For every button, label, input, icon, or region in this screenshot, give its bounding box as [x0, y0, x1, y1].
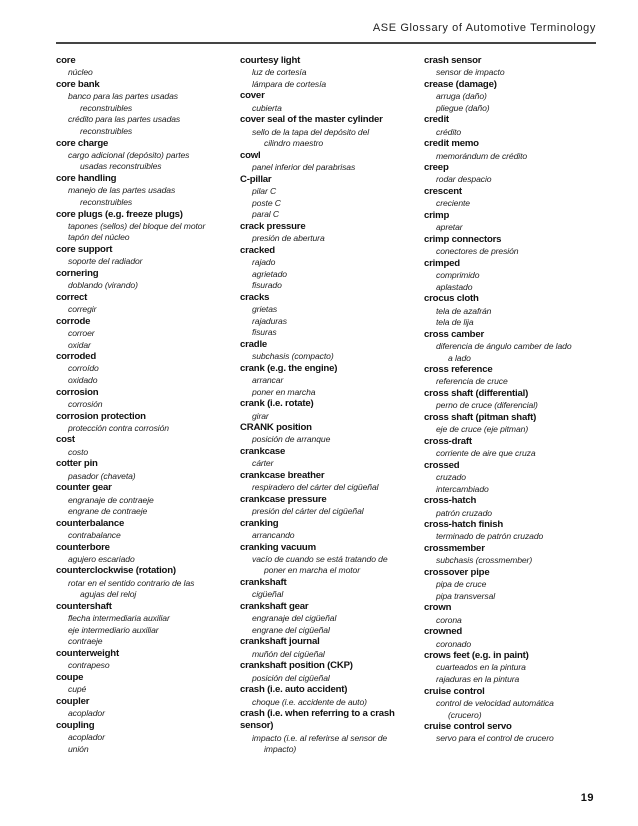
glossary-term: credit memo — [424, 138, 479, 150]
glossary-translation: pilar C — [252, 186, 277, 197]
glossary-entry — [424, 114, 592, 138]
glossary-entry — [240, 221, 408, 245]
glossary-translation: tela de azafrán — [436, 305, 492, 316]
glossary-term: crankshaft journal — [240, 636, 320, 648]
glossary-term: correct — [56, 291, 88, 303]
glossary-entry — [56, 648, 224, 672]
glossary-term: crash (i.e. auto accident) — [240, 684, 348, 696]
glossary-entry — [424, 55, 592, 79]
glossary-translation: eje de cruce (eje pitman) — [436, 424, 529, 435]
glossary-translation: subchasis (crossmember) — [436, 555, 533, 566]
glossary-term: cross-hatch — [424, 495, 477, 507]
glossary-entry — [56, 79, 224, 138]
glossary-translation: poner en marcha — [252, 386, 316, 397]
glossary-term: cranking vacuum — [240, 541, 316, 553]
glossary-entry — [424, 686, 592, 721]
glossary-translation: crédito — [436, 126, 462, 137]
glossary-entry — [424, 162, 592, 186]
glossary-translation: corona — [436, 614, 462, 625]
glossary-translation: eje intermediario auxiliar — [68, 624, 159, 635]
running-header-title: ASE Glossary of Automotive Terminology — [372, 22, 596, 34]
glossary-term: coupe — [56, 671, 84, 683]
glossary-term: cotter pin — [56, 458, 98, 470]
glossary-term: core support — [56, 244, 113, 256]
glossary-translation: crédito para las partes usadas reconstruibles — [68, 114, 181, 136]
glossary-translation: fisurado — [252, 280, 282, 291]
glossary-translation: presión del cárter del cigüeñal — [252, 506, 364, 517]
glossary-translation: patrón cruzado — [436, 507, 492, 518]
glossary-term: core — [56, 55, 76, 66]
glossary-entry — [424, 234, 592, 258]
glossary-translation: posición de arranque — [252, 434, 331, 445]
glossary-translation: vacío de cuando se está tratando de poner en marcha el motor — [252, 553, 388, 576]
glossary-translation: lámpara de cortesía — [252, 78, 327, 89]
glossary-entry — [240, 90, 408, 114]
glossary-entry — [240, 708, 408, 756]
glossary-entry — [424, 79, 592, 114]
glossary-entry — [56, 55, 224, 79]
glossary-translation: cubierta — [252, 102, 282, 113]
glossary-entry — [240, 245, 408, 292]
glossary-entry — [424, 364, 592, 388]
glossary-translation: agrietado — [252, 268, 287, 279]
glossary-term: countershaft — [56, 600, 112, 612]
glossary-entry — [240, 422, 408, 446]
glossary-translation: pliegue (daño) — [436, 102, 490, 113]
glossary-translation: flecha intermediaria auxiliar — [68, 613, 170, 624]
glossary-translation: costo — [68, 446, 89, 457]
glossary-entry — [240, 494, 408, 518]
glossary-term: crossover pipe — [424, 566, 490, 578]
glossary-entry — [56, 316, 224, 351]
glossary-entry — [240, 542, 408, 577]
glossary-column-2 — [240, 55, 408, 756]
glossary-entry — [424, 186, 592, 210]
glossary-translation: soporte del radiador — [68, 256, 143, 267]
glossary-entry — [56, 268, 224, 292]
glossary-entry — [56, 244, 224, 268]
glossary-entry — [240, 577, 408, 601]
glossary-translation: poste C — [252, 197, 281, 208]
glossary-translation: cuarteados en la pintura — [436, 662, 526, 673]
glossary-translation: memorándum de crédito — [436, 150, 528, 161]
glossary-term: crescent — [424, 186, 462, 198]
glossary-translation: perno de cruce (diferencial) — [436, 400, 538, 411]
glossary-translation: subchasis (compacto) — [252, 351, 334, 362]
glossary-entry — [240, 636, 408, 660]
glossary-term: cornering — [56, 267, 99, 279]
glossary-translation: impacto (i.e. al referirse al sensor de impacto) — [252, 732, 388, 755]
glossary-translation: intercambiado — [436, 483, 489, 494]
glossary-entry — [424, 293, 592, 328]
glossary-translation: arruga (daño) — [436, 91, 487, 102]
glossary-entry — [424, 495, 592, 519]
glossary-term: cross-draft — [424, 435, 472, 447]
glossary-translation: cigüeñal — [252, 589, 284, 600]
glossary-translation: corroído — [68, 363, 99, 374]
glossary-entry — [56, 696, 224, 720]
glossary-term: counter gear — [56, 482, 112, 494]
glossary-translation: cárter — [252, 458, 274, 469]
glossary-translation: engranaje del cigüeñal — [252, 613, 337, 624]
glossary-entry — [240, 660, 408, 684]
glossary-term: credit — [424, 114, 449, 126]
glossary-term: crocus cloth — [424, 293, 479, 305]
glossary-term: corroded — [56, 351, 96, 363]
glossary-term: crease (damage) — [424, 78, 497, 90]
glossary-entry — [56, 351, 224, 386]
header-rule — [56, 42, 596, 44]
glossary-column-3 — [424, 55, 592, 745]
glossary-term: crimped — [424, 257, 460, 269]
glossary-translation: oxidado — [68, 375, 98, 386]
glossary-translation: creciente — [436, 198, 470, 209]
glossary-translation: engrane del cigüeñal — [252, 624, 330, 635]
glossary-entry — [56, 565, 224, 600]
glossary-entry — [240, 446, 408, 470]
glossary-term: core bank — [56, 78, 100, 90]
glossary-translation: aplastado — [436, 281, 473, 292]
glossary-entry — [424, 329, 592, 364]
glossary-translation: choque (i.e. accidente de auto) — [252, 696, 367, 707]
glossary-term: cracked — [240, 244, 275, 256]
glossary-entry — [424, 258, 592, 293]
glossary-entry — [240, 114, 408, 149]
glossary-translation: oxidar — [68, 339, 91, 350]
glossary-term: crankcase breather — [240, 469, 325, 481]
glossary-translation: rodar despacio — [436, 174, 492, 185]
glossary-entry — [56, 173, 224, 208]
glossary-term: crimp connectors — [424, 233, 502, 245]
glossary-column-1 — [56, 55, 224, 755]
glossary-entry — [240, 174, 408, 221]
glossary-term: crack pressure — [240, 220, 306, 232]
glossary-translation: arrancando — [252, 530, 295, 540]
glossary-term: crankshaft position (CKP) — [240, 660, 353, 672]
glossary-translation: contrapeso — [68, 660, 110, 671]
glossary-term: cover — [240, 90, 265, 102]
glossary-translation: manejo de las partes usadas reconstruibles — [68, 185, 176, 207]
glossary-term: crank (i.e. rotate) — [240, 398, 314, 410]
glossary-entry — [240, 518, 408, 542]
glossary-term: cracks — [240, 291, 270, 303]
glossary-translation: cupé — [68, 684, 87, 695]
glossary-translation: banco para las partes usadas reconstruibles — [68, 91, 178, 113]
glossary-term: crankcase pressure — [240, 493, 327, 505]
glossary-term: crankshaft — [240, 577, 287, 589]
glossary-entry — [424, 138, 592, 162]
glossary-entry — [56, 542, 224, 566]
glossary-translation: engranaje de contraeje — [68, 494, 154, 505]
glossary-entry — [424, 626, 592, 650]
glossary-translation: sensor de impacto — [436, 67, 505, 78]
glossary-entry — [424, 650, 592, 685]
glossary-translation: pipa de cruce — [436, 579, 487, 590]
glossary-translation: corrosión — [68, 398, 103, 409]
glossary-translation: contrabalance — [68, 530, 121, 540]
glossary-entry — [56, 482, 224, 517]
glossary-term: counterbore — [56, 541, 110, 553]
glossary-translation: cargo adicional (depósito) partes usadas reconstruibles — [68, 149, 190, 172]
glossary-term: CRANK position — [240, 422, 312, 434]
glossary-translation: corroer — [68, 327, 95, 338]
glossary-translation: servo para el control de crucero — [436, 733, 554, 744]
glossary-term: corrosion — [56, 386, 99, 398]
glossary-translation: tapón del núcleo — [68, 232, 130, 243]
glossary-entry — [240, 55, 408, 90]
glossary-translation: coronado — [436, 638, 472, 649]
glossary-translation: panel inferior del parabrisas — [252, 162, 356, 173]
glossary-translation: cruzado — [436, 472, 466, 483]
glossary-entry — [56, 209, 224, 244]
glossary-translation: diferencia de ángulo camber de lado a lado — [436, 340, 572, 363]
glossary-term: core plugs (e.g. freeze plugs) — [56, 208, 183, 220]
glossary-translation: sello de la tapa del depósito del cilindro maestro — [252, 126, 370, 149]
glossary-translation: núcleo — [68, 67, 93, 78]
glossary-translation: doblando (virando) — [68, 280, 138, 291]
glossary-translation: grietas — [252, 304, 278, 315]
glossary-translation: referencia de cruce — [436, 376, 508, 387]
glossary-translation: presión de abertura — [252, 233, 325, 244]
glossary-entry — [424, 567, 592, 602]
glossary-entry — [56, 518, 224, 542]
glossary-term: cruise control servo — [424, 721, 512, 733]
glossary-entry — [424, 210, 592, 234]
glossary-entry — [56, 411, 224, 435]
glossary-term: cradle — [240, 338, 268, 350]
glossary-translation: agujero escariado — [68, 553, 135, 564]
glossary-term: crash sensor — [424, 55, 482, 66]
glossary-entry — [240, 684, 408, 708]
glossary-entry — [56, 434, 224, 458]
glossary-entry — [424, 436, 592, 460]
glossary-term: creep — [424, 162, 449, 174]
glossary-translation: pasador (chaveta) — [68, 470, 136, 481]
glossary-entry — [56, 292, 224, 316]
glossary-entry — [424, 519, 592, 543]
glossary-term: cross camber — [424, 328, 484, 340]
glossary-entry — [240, 398, 408, 422]
glossary-term: crossed — [424, 459, 460, 471]
glossary-term: crown — [424, 602, 452, 614]
glossary-translation: conectores de presión — [436, 246, 519, 257]
glossary-translation: paral C — [252, 209, 280, 220]
glossary-translation: protección contra corrosión — [68, 422, 169, 433]
glossary-term: crash (i.e. when referring to a crash sensor) — [240, 708, 395, 732]
glossary-term: cross-hatch finish — [424, 519, 504, 531]
glossary-translation: terminado de patrón cruzado — [436, 531, 544, 542]
glossary-term: crimp — [424, 209, 450, 221]
glossary-term: C-pillar — [240, 173, 272, 185]
glossary-term: corrode — [56, 315, 91, 327]
glossary-term: coupler — [56, 695, 90, 707]
glossary-entry — [240, 601, 408, 636]
glossary-term: corrosion protection — [56, 410, 146, 422]
glossary-translation: arrancar — [252, 375, 284, 386]
glossary-term: counterbalance — [56, 517, 125, 529]
glossary-entry — [56, 601, 224, 648]
glossary-translation: tapones (sellos) del bloque del motor — [68, 220, 206, 231]
glossary-translation: acoplador — [68, 732, 105, 743]
glossary-entry — [424, 602, 592, 626]
glossary-translation: fisuras — [252, 327, 277, 338]
glossary-translation: corriente de aire que cruza — [436, 448, 536, 459]
glossary-term: coupling — [56, 719, 95, 731]
glossary-term: counterclockwise (rotation) — [56, 565, 176, 577]
glossary-translation: muñón del cigüeñal — [252, 648, 325, 659]
glossary-entry — [56, 720, 224, 755]
glossary-term: cowl — [240, 149, 261, 161]
glossary-translation: tela de lija — [436, 317, 474, 328]
glossary-translation: girar — [252, 410, 269, 421]
glossary-term: counterweight — [56, 648, 119, 660]
glossary-term: cross reference — [424, 364, 493, 376]
glossary-term: crows feet (e.g. in paint) — [424, 650, 529, 662]
glossary-entry — [424, 388, 592, 412]
glossary-entry — [56, 458, 224, 482]
glossary-translation: unión — [68, 743, 89, 754]
glossary-entry — [56, 672, 224, 696]
glossary-term: cruise control — [424, 685, 485, 697]
page-number: 19 — [580, 792, 594, 804]
glossary-translation: comprimido — [436, 270, 480, 281]
glossary-translation: acoplador — [68, 708, 105, 719]
glossary-translation: contraeje — [68, 636, 103, 647]
glossary-term: cross shaft (differential) — [424, 388, 529, 400]
glossary-term: core charge — [56, 137, 109, 149]
glossary-term: core handling — [56, 173, 117, 185]
glossary-translation: rajaduras — [252, 315, 287, 326]
glossary-entry — [424, 721, 592, 745]
glossary-entry — [424, 460, 592, 495]
glossary-translation: respiradero del cárter del cigüeñal — [252, 482, 379, 493]
glossary-translation: rajado — [252, 257, 276, 268]
glossary-translation: luz de cortesía — [252, 67, 307, 78]
glossary-entry — [424, 412, 592, 436]
glossary-entry — [240, 150, 408, 174]
glossary-translation: control de velocidad automática (crucero) — [436, 697, 554, 720]
glossary-translation: corregir — [68, 304, 97, 315]
glossary-entry — [240, 363, 408, 398]
glossary-term: cover seal of the master cylinder — [240, 114, 383, 126]
glossary-entry — [56, 138, 224, 173]
glossary-entry — [56, 387, 224, 411]
glossary-entry — [424, 543, 592, 567]
glossary-translation: rotar en el sentido contrario de las agujas del reloj — [68, 577, 195, 600]
glossary-term: courtesy light — [240, 55, 301, 66]
glossary-entry — [240, 292, 408, 339]
glossary-term: crankshaft gear — [240, 600, 309, 612]
glossary-term: cranking — [240, 517, 279, 529]
glossary-translation: pipa transversal — [436, 590, 496, 601]
glossary-term: cross shaft (pitman shaft) — [424, 411, 537, 423]
glossary-translation: engrane de contraeje — [68, 506, 148, 517]
glossary-entry — [240, 470, 408, 494]
glossary-translation: rajaduras en la pintura — [436, 674, 520, 685]
glossary-term: crankcase — [240, 446, 286, 458]
glossary-term: crossmember — [424, 543, 485, 554]
glossary-term: cost — [56, 434, 75, 446]
glossary-term: crank (e.g. the engine) — [240, 362, 338, 374]
glossary-translation: posición del cigüeñal — [252, 672, 330, 683]
glossary-entry — [240, 339, 408, 363]
glossary-translation: apretar — [436, 222, 463, 233]
glossary-term: crowned — [424, 626, 463, 638]
